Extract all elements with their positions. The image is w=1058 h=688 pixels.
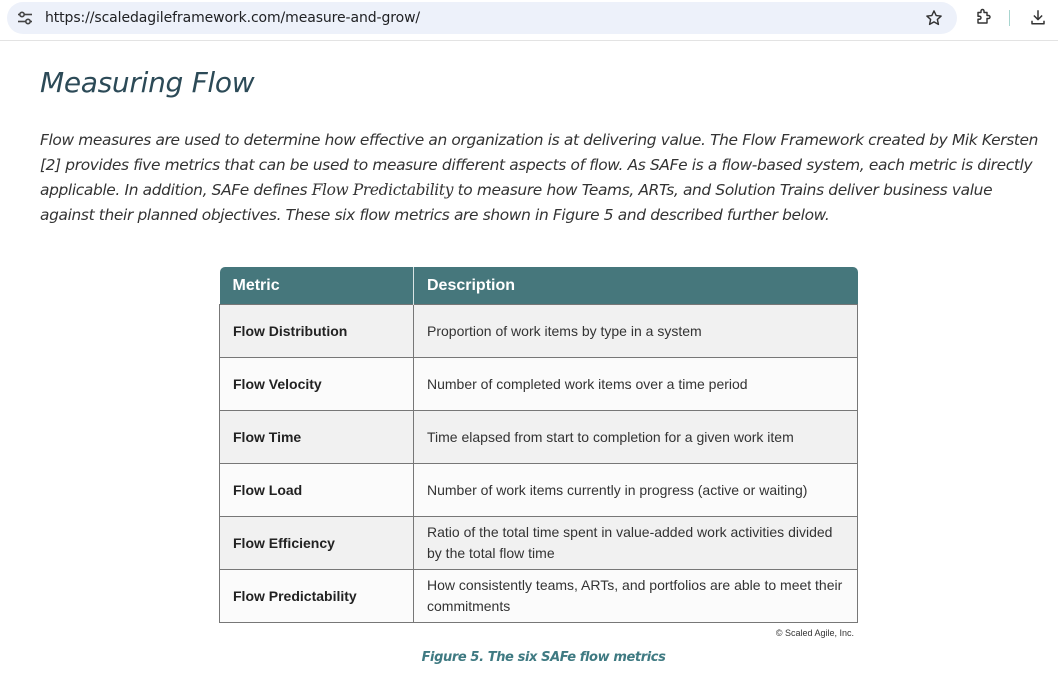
intro-text-1: Flow measures are used to determine how effective an organization is at delivering value. The Flow Framework created by Mik Kersten [2] provides five metrics that can be used to measure different aspects of flow. As SAFe is a flow-based system, each metric is directly applicable. In addition, SAFe defines bbox=[40, 131, 1039, 199]
table-header-row bbox=[220, 267, 858, 305]
metric-column-header: Metric bbox=[220, 267, 414, 305]
intro-text-2: to measure how Teams, ARTs, and Solution Trains deliver business value against their planned objectives. These six flow metrics are shown in Figure 5 and described further below. bbox=[40, 181, 993, 224]
browser-toolbar bbox=[0, 0, 1058, 41]
table-row bbox=[220, 305, 858, 358]
table-row bbox=[220, 464, 858, 517]
metric-description: Number of completed work items over a time period bbox=[414, 358, 858, 411]
metric-description: Number of work items currently in progress (active or waiting) bbox=[414, 464, 858, 517]
extensions-icon[interactable] bbox=[975, 8, 993, 26]
table-row bbox=[220, 358, 858, 411]
url-text[interactable]: https://scaledagileframework.com/measure-and-grow/ bbox=[45, 10, 421, 26]
table-row bbox=[220, 570, 858, 623]
table-row bbox=[220, 517, 858, 570]
description-column-header: Description bbox=[414, 267, 858, 305]
flow-metrics-table bbox=[219, 267, 858, 623]
download-icon[interactable] bbox=[1029, 8, 1047, 26]
table-row bbox=[220, 411, 858, 464]
address-bar[interactable] bbox=[7, 2, 957, 34]
metric-description: Proportion of work items by type in a system bbox=[414, 305, 858, 358]
figure-caption: Figure 5. The six SAFe flow metrics bbox=[421, 650, 666, 665]
metric-name: Flow Time bbox=[220, 411, 414, 464]
tune-icon[interactable] bbox=[17, 10, 33, 26]
toolbar-separator bbox=[1009, 10, 1010, 26]
star-icon[interactable] bbox=[925, 9, 943, 27]
flow-predictability-emphasis: Flow Predictability bbox=[311, 181, 454, 199]
metric-name: Flow Predictability bbox=[220, 570, 414, 623]
metric-name: Flow Load bbox=[220, 464, 414, 517]
metric-description: How consistently teams, ARTs, and portfolios are able to meet their commitments bbox=[414, 570, 858, 623]
metric-description: Time elapsed from start to completion for a given work item bbox=[414, 411, 858, 464]
page-title: Measuring Flow bbox=[40, 66, 255, 99]
flow-metrics-figure bbox=[219, 267, 857, 638]
intro-paragraph bbox=[40, 128, 1050, 228]
metric-description: Ratio of the total time spent in value-added work activities divided by the total flow time bbox=[414, 517, 858, 570]
metric-name: Flow Velocity bbox=[220, 358, 414, 411]
metric-name: Flow Efficiency bbox=[220, 517, 414, 570]
metric-name: Flow Distribution bbox=[220, 305, 414, 358]
copyright-notice: © Scaled Agile, Inc. bbox=[775, 628, 854, 638]
